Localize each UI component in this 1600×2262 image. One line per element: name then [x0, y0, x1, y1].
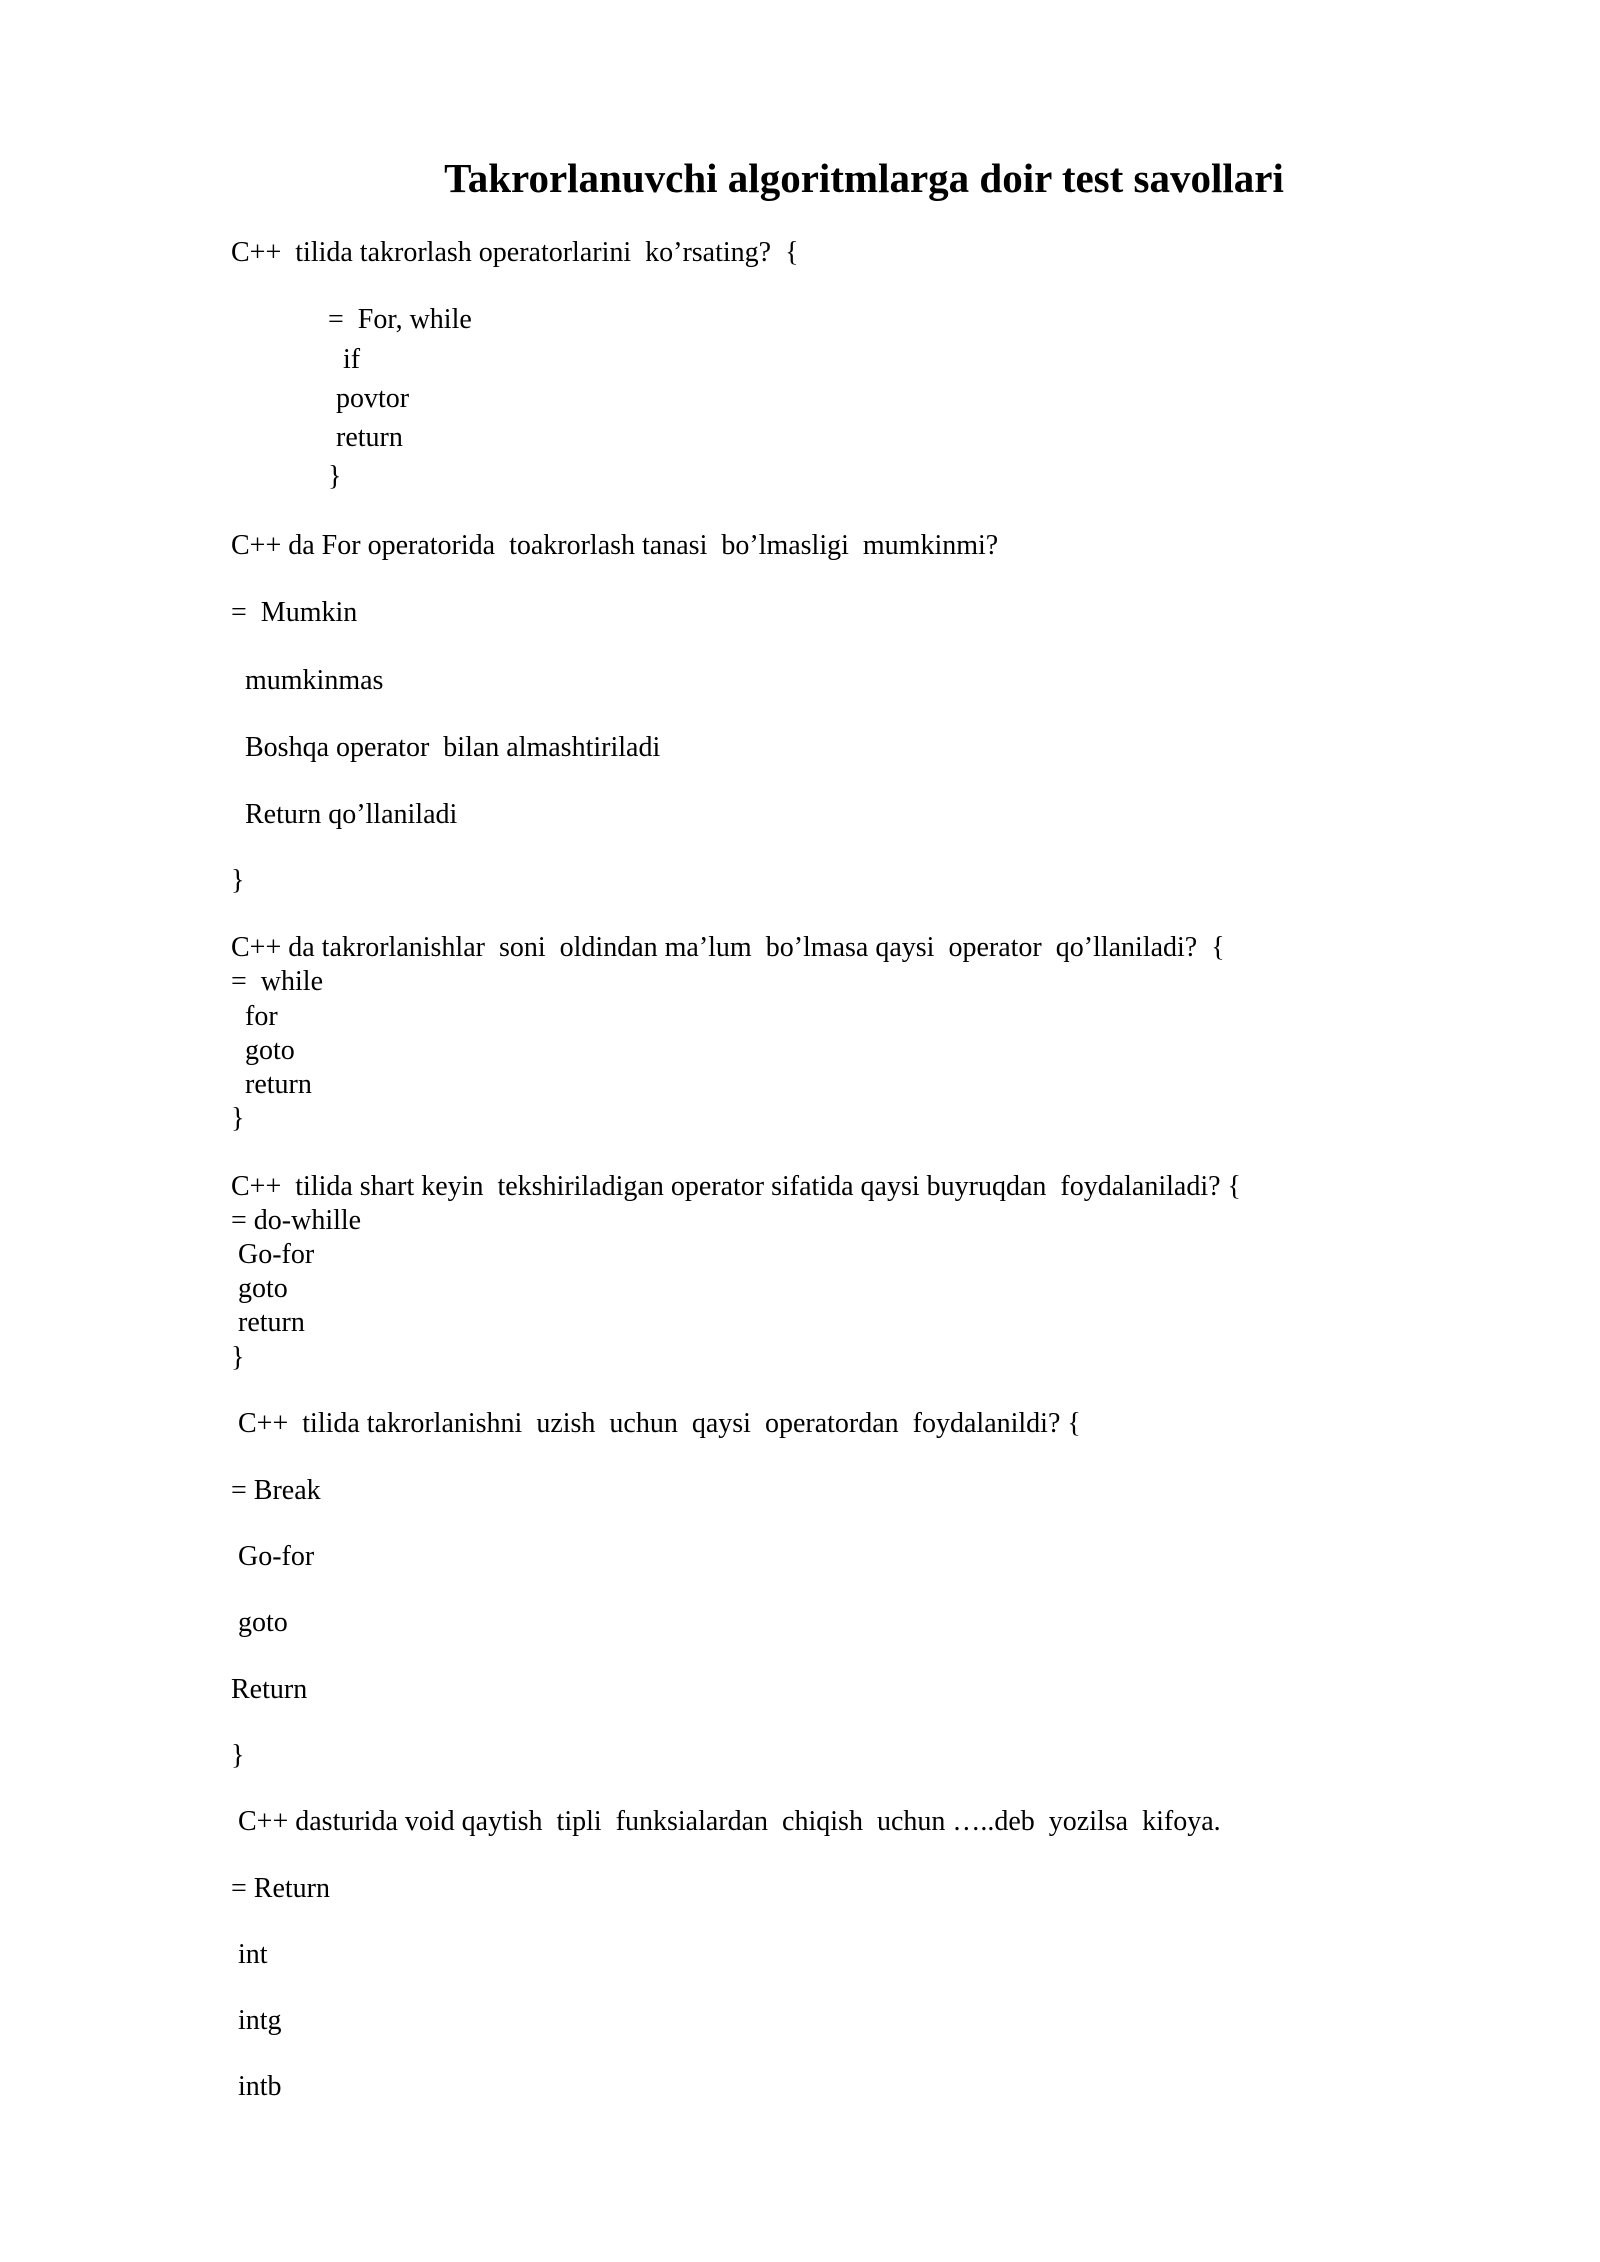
question-4-text: C++ tilida shart keyin tekshiriladigan operator sifatida qaysi buyruqdan foydalaniladi? { [231, 1171, 1241, 1202]
question-1-text: C++ tilida takrorlash operatorlarini ko’rsating? { [231, 237, 799, 268]
question-5-option-4: Return [231, 1674, 308, 1705]
question-2-closing-brace: } [231, 865, 245, 896]
question-4-option-2: Go-for [238, 1239, 315, 1270]
question-6-option-2: int [238, 1939, 268, 1970]
question-4-closing-brace: } [231, 1342, 245, 1373]
question-3-option-1: = while [231, 966, 323, 997]
question-5-option-2: Go-for [238, 1541, 315, 1572]
question-1-option-2: if [343, 344, 361, 375]
question-6-option-3: intg [238, 2005, 282, 2036]
question-2-option-3: Boshqa operator bilan almashtiriladi [245, 732, 661, 763]
question-5-option-1: = Break [231, 1475, 321, 1506]
question-1-closing-brace: } [328, 461, 342, 492]
question-2-text: C++ da For operatorida toakrorlash tanasi bo’lmasligi mumkinmi? [231, 530, 999, 561]
question-4-option-3: goto [238, 1273, 288, 1304]
question-5-option-3: goto [238, 1607, 288, 1638]
question-1-option-3: povtor [336, 383, 410, 414]
question-5-text: C++ tilida takrorlanishni uzish uchun qaysi operatordan foydalanildi? { [238, 1408, 1081, 1439]
question-3-option-2: for [245, 1001, 278, 1032]
question-2-option-4: Return qo’llaniladi [245, 799, 458, 830]
question-6-option-1: = Return [231, 1873, 330, 1904]
question-1-option-1: = For, while [328, 304, 472, 335]
question-3-option-3: goto [245, 1035, 295, 1066]
question-3-option-4: return [245, 1069, 312, 1100]
question-2-option-1: = Mumkin [231, 597, 358, 628]
question-4-option-1: = do-whille [231, 1205, 362, 1236]
question-1-option-4: return [336, 422, 403, 453]
question-6-option-4: intb [238, 2071, 282, 2102]
question-5-closing-brace: } [231, 1740, 245, 1771]
question-3-closing-brace: } [231, 1103, 245, 1134]
question-2-option-2: mumkinmas [245, 665, 384, 696]
question-6-text: C++ dasturida void qaytish tipli funksialardan chiqish uchun …..deb yozilsa kifoya. [238, 1806, 1221, 1837]
question-4-option-4: return [238, 1307, 305, 1338]
document-title: Takrorlanuvchi algoritmlarga doir test savollari [444, 155, 1284, 201]
question-3-text: C++ da takrorlanishlar soni oldindan ma’lum bo’lmasa qaysi operator qo’llaniladi? { [231, 932, 1225, 963]
